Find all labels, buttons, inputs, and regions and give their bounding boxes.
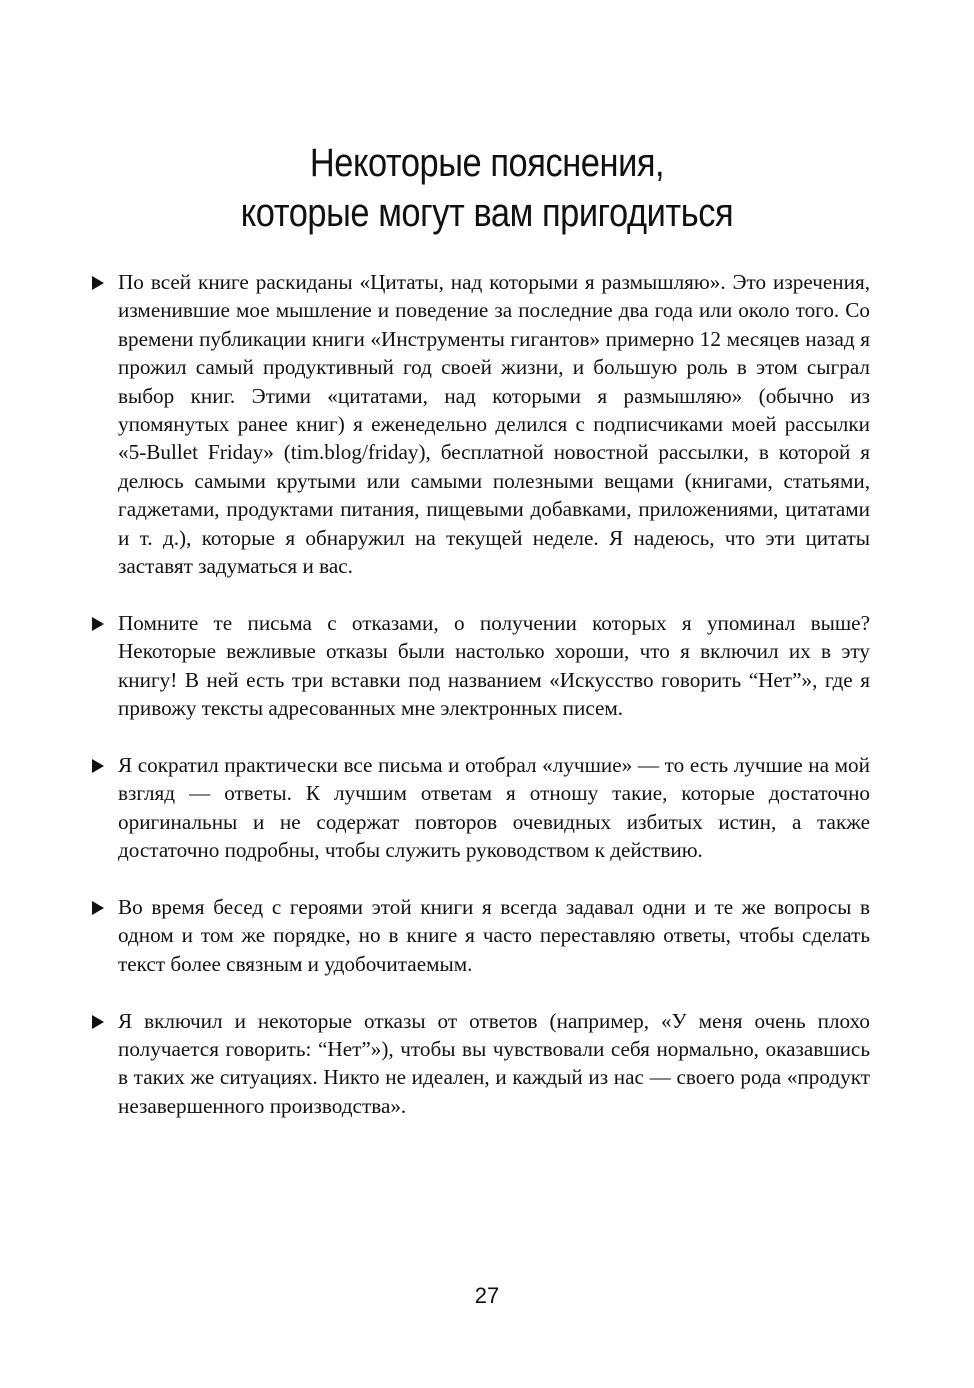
bullet-item-shortened <box>92 751 870 865</box>
page-title <box>68 138 906 238</box>
bullet-item-refusals <box>92 1007 870 1121</box>
bullet-list <box>92 268 870 1149</box>
triangle-bullet-icon <box>92 1015 104 1029</box>
page-number: 27 <box>474 1283 500 1308</box>
bullet-text: По всей книге раскиданы «Цитаты, над которыми я размышляю». Это изречения, изменившие мое мышление и поведение за последние два года или около того. Со времени публикации книги «Инструменты гигантов» примерно 12 месяцев назад я прожил самый продуктивный год своей жизни, и большую роль в этом сыграл выбор книг. Этими «цитатами, над которыми я размышляю» (обычно из упомянутых ранее книг) я еженедельно делился с подписчиками моей рассылки «5-Bullet Friday» (tim.blog/friday), бесплатной новостной рассылки, в которой я делюсь самыми крутыми или самыми полезными вещами (книгами, статьями, гаджетами, продуктами питания, пищевыми добавками, приложениями, цитатами и т. д.), которые я обнаружил на текущей неделе. Я надеюсь, что эти цитаты заставят задуматься и вас. <box>118 270 870 579</box>
triangle-bullet-icon <box>92 617 104 631</box>
triangle-bullet-icon <box>92 759 104 773</box>
triangle-bullet-icon <box>92 901 104 915</box>
triangle-bullet-icon <box>92 276 104 290</box>
title-line-1: Некоторые пояснения, <box>309 141 665 185</box>
bullet-item-order <box>92 893 870 978</box>
title-line-2: которые могут вам пригодиться <box>240 191 734 235</box>
bullet-text: Помните те письма с отказами, о получении которых я упоминал выше? Некоторые вежливые отказы были настолько хороши, что я включил их в эту книгу! В ней есть три вставки под названием «Искусство говорить “Нет”», где я привожу тексты адресованных мне электронных писем. <box>118 610 870 721</box>
bullet-text: Во время бесед с героями этой книги я всегда задавал одни и те же вопросы в одном и том же порядке, но в книге я часто переставляю ответы, чтобы сделать текст более связным и удобочитаемым. <box>118 894 870 976</box>
bullet-item-rejections <box>92 609 870 723</box>
bullet-text: Я сократил практически все письма и отобрал «лучшие» — то есть лучшие на мой взгляд — ответы. К лучшим ответам я отношу такие, которые достаточно оригинальны и не содержат повторов очевидных избитых истин, а также достаточно подробны, чтобы служить руководством к действию. <box>118 752 870 863</box>
bullet-item-quotes <box>92 268 870 580</box>
bullet-text: Я включил и некоторые отказы от ответов (например, «У меня очень плохо получается говорить: “Нет”»), чтобы вы чувствовали себя нормально, оказавшись в таких же ситуациях. Никто не идеален, и каждый из нас — своего рода «продукт незавершенного производства». <box>118 1008 870 1118</box>
